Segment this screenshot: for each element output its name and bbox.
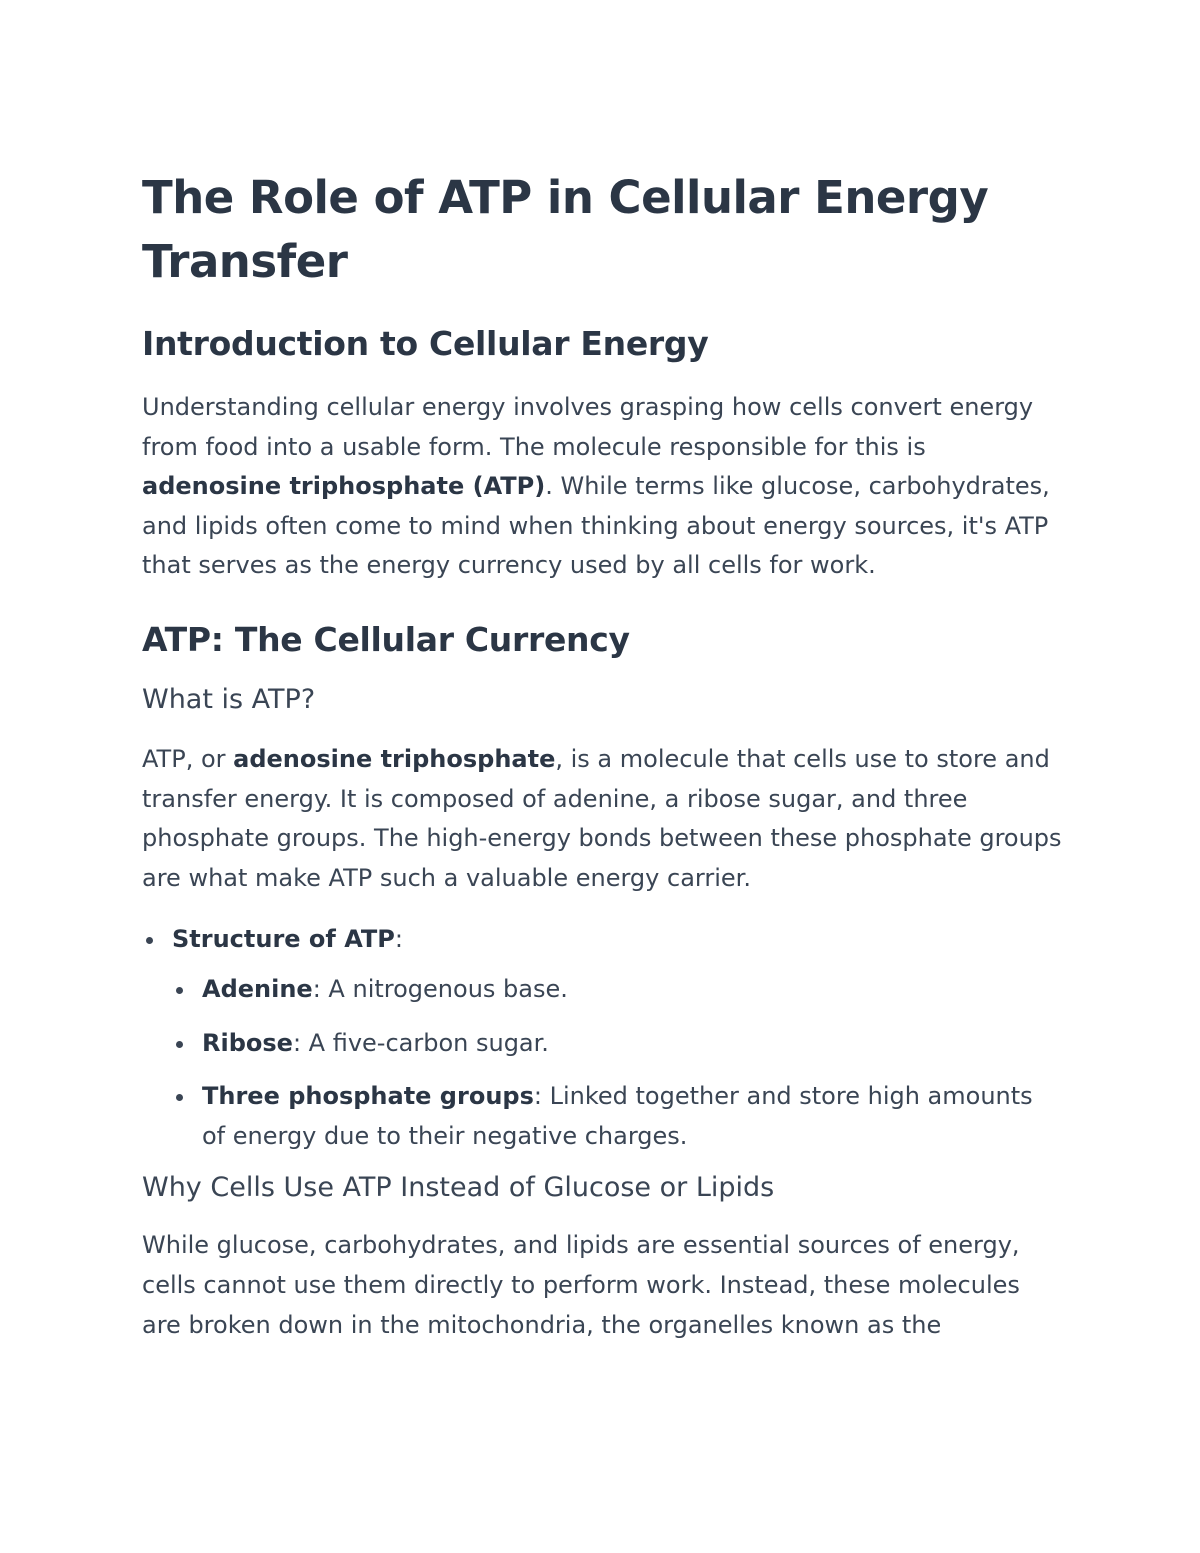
list-item-term: Adenine bbox=[202, 974, 313, 1003]
list-item bbox=[202, 970, 1062, 1010]
what-bold-term: adenosine triphosphate bbox=[233, 744, 556, 773]
structure-label-suffix: : bbox=[394, 925, 403, 954]
what-text-part1: ATP, or bbox=[142, 744, 234, 773]
document-page bbox=[142, 166, 1062, 1345]
structure-label: Structure of ATP bbox=[172, 925, 395, 954]
list-item bbox=[202, 1024, 1062, 1064]
what-text-part2: , is a molecule that cells use to store and transfer energy. It is composed of adenine, a ribose sugar, and three phosphate groups. The high-energy bonds between these phosphate groups are what make ATP such a valuable energy carrier. bbox=[142, 744, 1062, 892]
list-item-structure bbox=[172, 920, 1062, 1156]
bullet-icon bbox=[176, 987, 183, 994]
bullet-icon bbox=[146, 937, 153, 944]
section-heading-currency: ATP: The Cellular Currency bbox=[142, 619, 630, 659]
intro-text-part2: . While terms like glucose, carbohydrates, and lipids often come to mind when thinking about energy sources, it's ATP that serves as the energy currency used by all cells for work. bbox=[142, 472, 1050, 580]
list-item-term: Ribose bbox=[202, 1028, 293, 1057]
list-item-desc: : A five-carbon sugar. bbox=[292, 1028, 549, 1057]
page-title: The Role of ATP in Cellular Energy Transfer bbox=[142, 171, 989, 288]
intro-bold-term: adenosine triphosphate (ATP) bbox=[142, 472, 546, 501]
list-item bbox=[202, 1077, 1062, 1156]
list-item-term: Three phosphate groups bbox=[202, 1082, 534, 1111]
intro-text-part1: Understanding cellular energy involves grasping how cells convert energy from food into a usable form. The molecule responsible for this is bbox=[142, 393, 1034, 461]
bullet-icon bbox=[176, 1094, 183, 1101]
why-atp-paragraph: While glucose, carbohydrates, and lipids are essential sources of energy, cells cannot use them directly to perform work. Instead, these molecules are broken down in the mitochondria, the organelles known as the bbox=[142, 1231, 1020, 1339]
subsection-heading-why-atp: Why Cells Use ATP Instead of Glucose or Lipids bbox=[142, 1172, 775, 1204]
list-item-desc: : A nitrogenous base. bbox=[312, 974, 568, 1003]
intro-paragraph bbox=[142, 388, 1062, 586]
bullet-icon bbox=[176, 1041, 183, 1048]
what-is-atp-paragraph bbox=[142, 740, 1062, 898]
structure-list bbox=[172, 920, 1062, 1156]
subsection-heading-what-is-atp: What is ATP? bbox=[142, 683, 316, 715]
structure-sublist bbox=[202, 970, 1062, 1156]
list-item-desc: : Linked together and store high amounts of energy due to their negative charges. bbox=[202, 1082, 1033, 1150]
section-heading-introduction: Introduction to Cellular Energy bbox=[142, 324, 709, 363]
